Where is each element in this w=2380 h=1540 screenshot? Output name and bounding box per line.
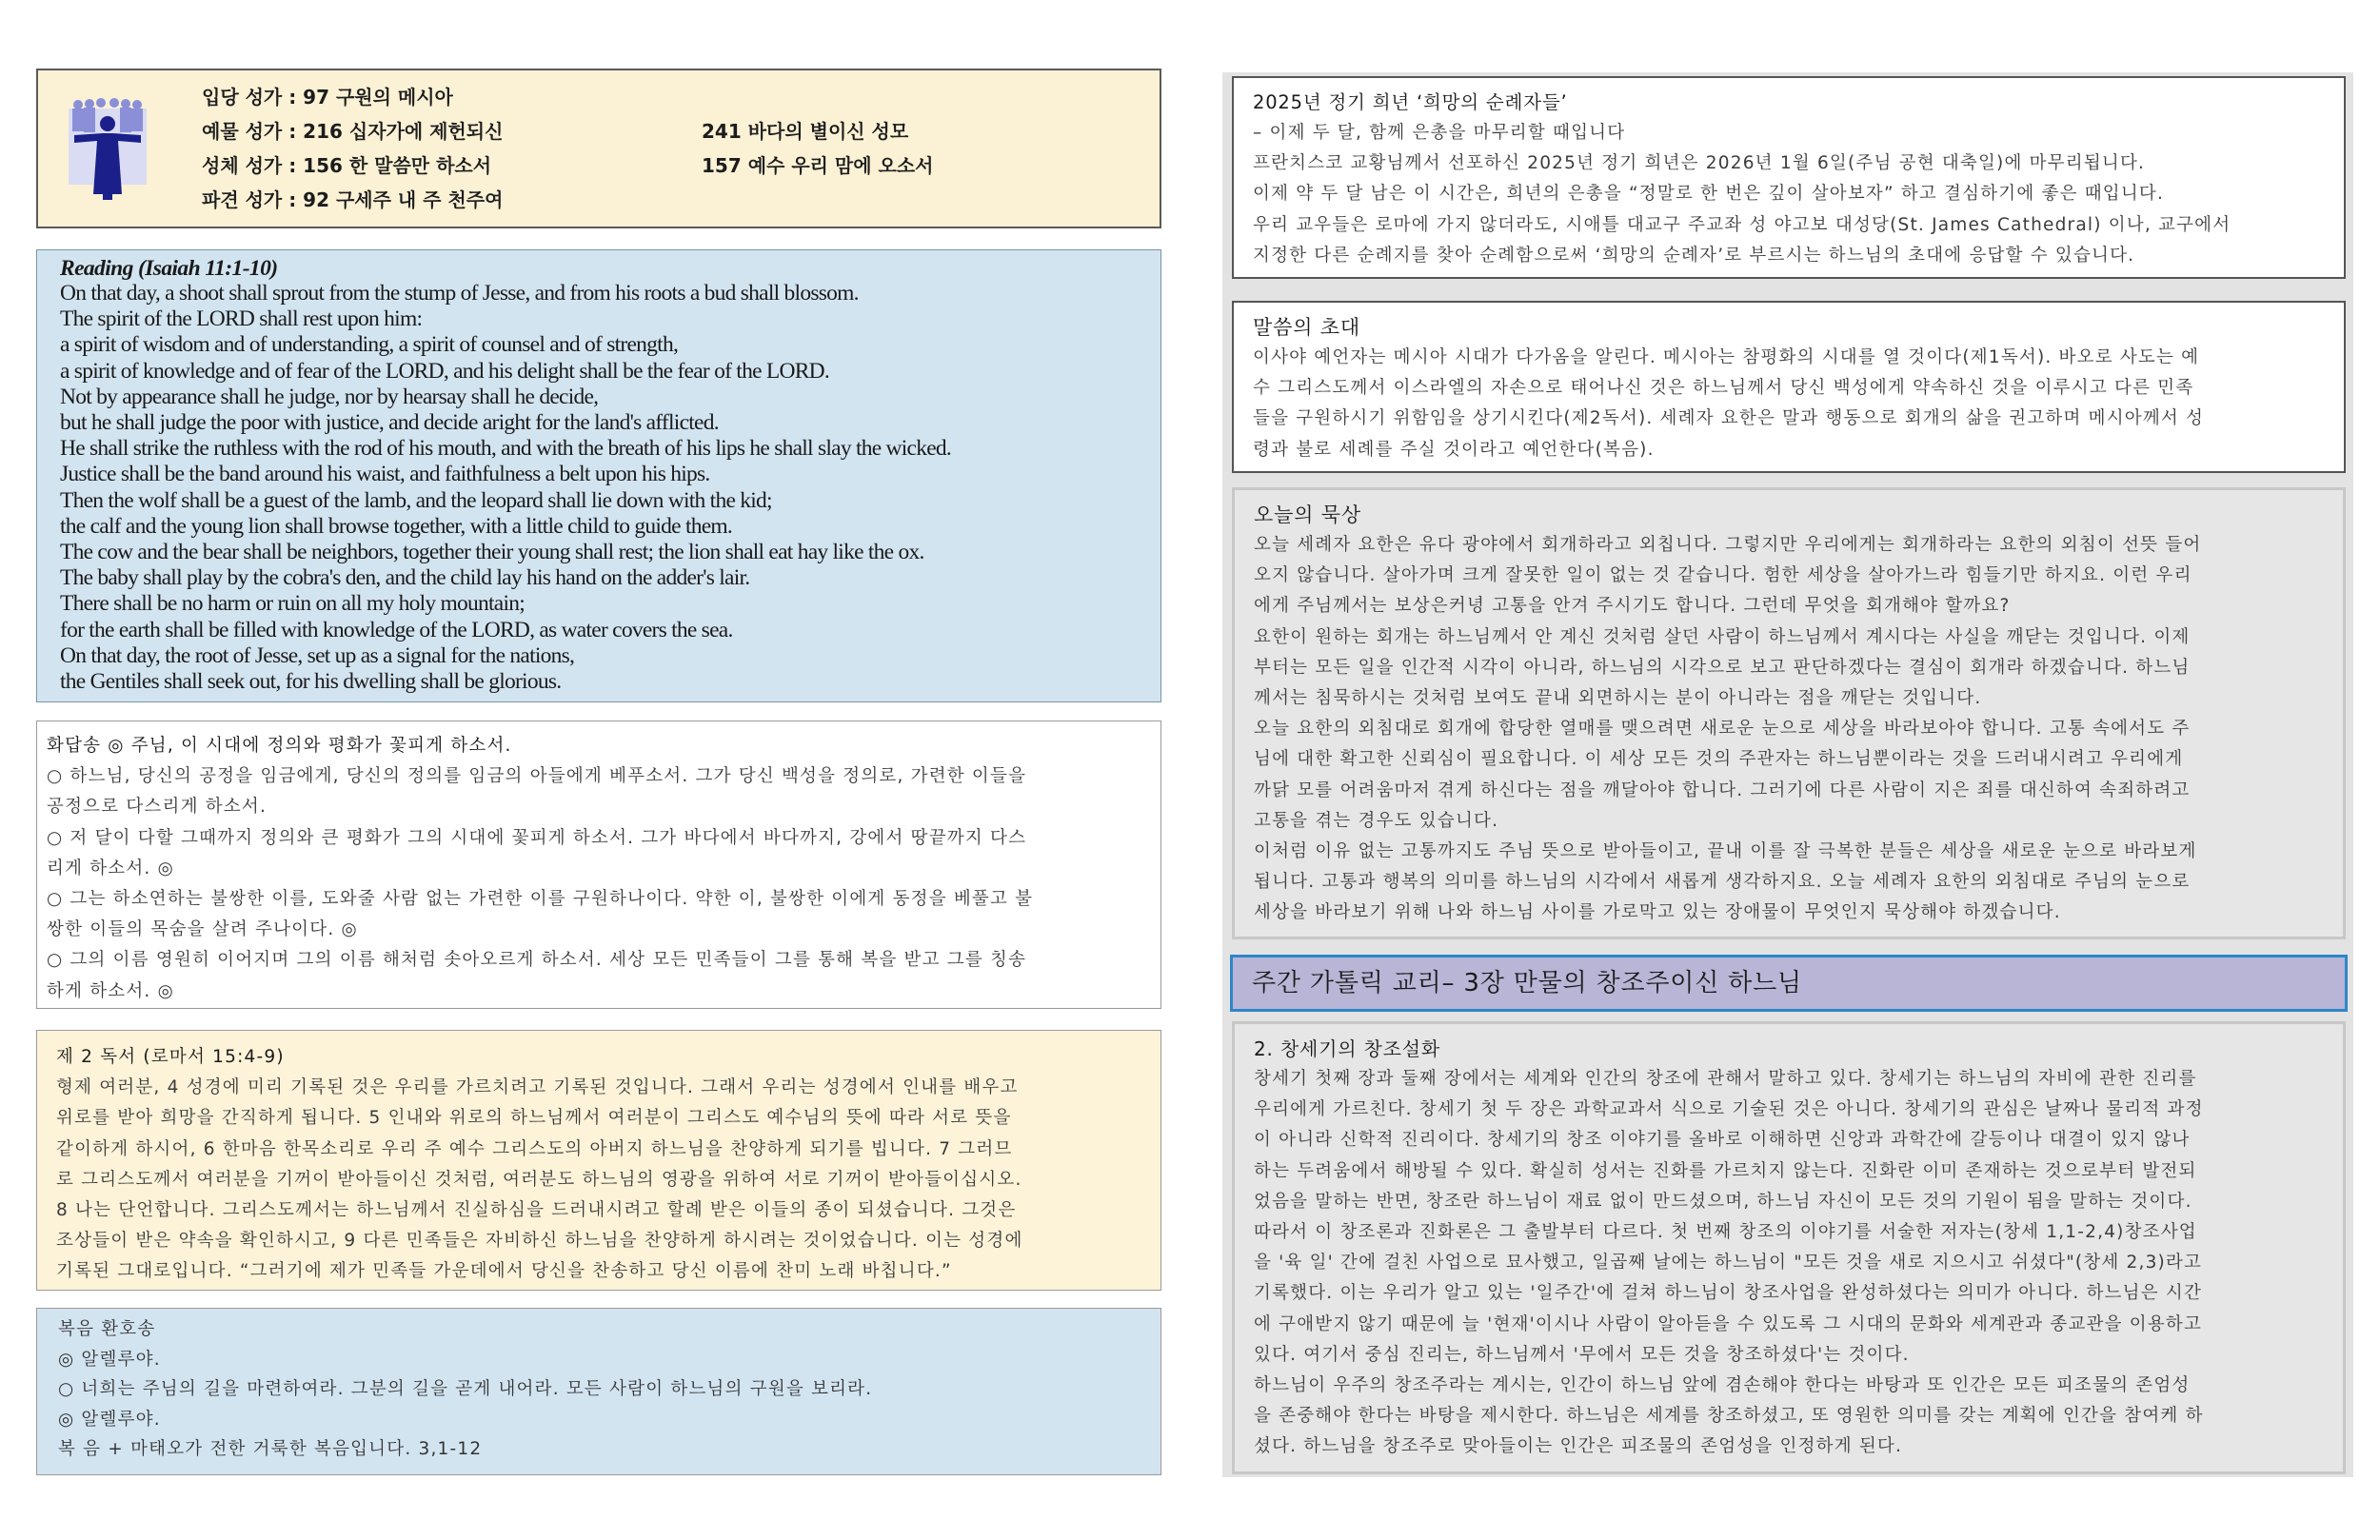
genesis-line: 셨다. 하느님을 창조주로 맞아들이는 인간은 피조물의 존엄성을 인정하게 된다. [1254,1436,1903,1457]
first-reading-box [36,249,1161,702]
catechism-title: 주간 가톨릭 교리– 3장 만물의 창조주이신 하느님 [1252,969,1802,997]
psalm-line: ○ 그는 하소연하는 불쌍한 이를, 도와줄 사람 없는 가련한 이를 구원하나이다. 약한 이, 불쌍한 이에게 동정을 베풀고 불 [47,889,1034,910]
meditation-line: 요한이 원하는 회개는 하느님께서 안 계신 것처럼 살던 사람이 하느님께서 계시다는 사실을 깨닫는 것입니다. 이제 [1254,626,2191,647]
reading-line: The baby shall play by the cobra's den, and the child lay his hand on the adder's lair. [60,565,750,591]
psalm-title: 화답송 ◎ 주님, 이 시대에 정의와 평화가 꽃피게 하소서. [47,736,512,756]
meditation-line: 에게 주님께서는 보상은커녕 고통을 안겨 주시기도 합니다. 그런데 무엇을 회개해야 할까요? [1254,596,2011,617]
jubilee-box [1232,76,2346,279]
invitation-line: 들을 구원하시기 위함임을 상기시킨다(제2독서). 세례자 요한은 말과 행동으로 회개의 삶을 권고하며 메시아께서 성 [1253,408,2205,429]
genesis-line: 이 아니라 신학적 진리이다. 창세기의 창조 이야기를 올바로 이해하면 신앙과 과학간에 갈등이나 대결이 있지 않나 [1254,1130,2191,1151]
meditation-box [1232,487,2346,939]
catechism-banner [1230,955,2348,1012]
reading-line: Then the wolf shall be a guest of the lamb, and the leopard shall lie down with the kid; [60,487,772,513]
offertory-hymn: 예물 성가 : 216 십자가에 제헌되신 [202,120,504,143]
meditation-title: 오늘의 묵상 [1254,503,1361,526]
gospel-line: 복 음 + 마태오가 전한 거룩한 복음입니다. 3,1-12 [58,1439,483,1459]
psalm-line: ○ 그의 이름 영원히 이어지며 그의 이름 해처럼 솟아오르게 하소서. 세상 모든 민족들이 그를 통해 복을 받고 그를 칭송 [47,950,1027,971]
genesis-line: 하느님이 우주의 창조주라는 계시는, 인간이 하느님 앞에 겸손해야 한다는 바탕과 또 인간은 모든 피조물의 존엄성 [1254,1375,2191,1396]
hymns-box [36,69,1161,228]
second-reading-line: 위로를 받아 희망을 간직하게 됩니다. 5 인내와 위로의 하느님께서 여러분이 그리스도 예수님의 뜻에 따라 서로 뜻을 [56,1108,1012,1129]
genesis-line: 창세기 첫째 장과 둘째 장에서는 세계와 인간의 창조에 관해서 말하고 있다. 창세기는 하느님의 자비에 관한 진리를 [1254,1069,2197,1089]
second-reading-line: 조상들이 받은 약속을 확인하시고, 9 다른 민족들은 자비하신 하느님을 찬양하게 하시려는 것이었습니다. 이는 성경에 [56,1231,1023,1252]
jubilee-line: – 이제 두 달, 함께 은총을 마무리할 때입니다 [1253,123,1626,143]
genesis-title: 2. 창세기의 창조설화 [1254,1037,1440,1060]
jubilee-line: 이제 약 두 달 남은 이 시간은, 희년의 은총을 “정말로 한 번은 깊이 살아보자” 하고 결심하기에 좋은 때입니다. [1253,184,2165,205]
reading-line: a spirit of wisdom and of understanding, a spirit of counsel and of strength, [60,332,679,358]
second-reading-line: 같이하게 하시어, 6 한마음 한목소리로 우리 주 예수 그리스도의 아버지 하느님을 찬양하게 되기를 빕니다. 7 그러므 [56,1138,1013,1159]
meditation-line: 님에 대한 확고한 신뢰심이 필요합니다. 이 세상 모든 것의 주관자는 하느님뿐이라는 것을 드러내시려고 우리에게 [1254,749,2184,770]
meditation-line: 오지 않습니다. 살아가며 크게 잘못한 일이 없는 것 같습니다. 험한 세상을 살아가느라 힘들기만 하지요. 이런 우리 [1254,565,2192,586]
psalm-line: 공정으로 다스리게 하소서. [47,797,268,818]
gospel-line: 복음 환호송 [58,1319,156,1339]
genesis-line: 우리에게 가르친다. 창세기 첫 두 장은 과학교과서 식으로 기술된 것은 아니다. 창세기의 관심은 날짜나 물리적 과정 [1254,1099,2204,1120]
meditation-line: 까닭 모를 어려움마저 겪게 하신다는 점을 깨달아야 합니다. 그러기에 다른 사람이 지은 죄를 대신하여 속죄하려고 [1254,780,2191,800]
genesis-line: 었음을 말하는 반면, 창조란 하느님이 재료 없이 만드셨으며, 하느님 자신이 모든 것의 기원이 됨을 말하는 것이다. [1254,1191,2192,1212]
meditation-line: 됩니다. 고통과 행복의 의미를 하느님의 시각에서 새롭게 생각하지요. 오늘 세례자 요한의 외침대로 주님의 눈으로 [1254,872,2191,893]
reading-line: The spirit of the LORD shall rest upon him: [60,306,423,332]
genesis-line: 하는 두려움에서 해방될 수 있다. 확실히 성서는 진화를 가르치지 않는다. 진화란 이미 존재하는 것으로부터 발전되 [1254,1160,2197,1181]
genesis-line: 을 존중해야 한다는 바탕을 제시한다. 하느님은 세계를 창조하셨고, 또 영원한 의미를 갖는 계획에 인간을 참여케 하 [1254,1406,2204,1427]
reading-line: He shall strike the ruthless with the rod of his mouth, and with the breath of his lips he shall slay the wicked. [60,436,952,462]
reading-line: On that day, a shoot shall sprout from the stump of Jesse, and from his roots a bud shall blossom. [60,281,859,306]
invitation-line: 수 그리스도께서 이스라엘의 자손으로 태어나신 것은 하느님께서 당신 백성에게 약속하신 것을 이루시고 다른 민족 [1253,378,2194,399]
gospel-acclamation-box [36,1308,1161,1475]
second-reading-line: 8 나는 단언합니다. 그리스도께서는 하느님께서 진실하심을 드러내시려고 할례 받은 이들의 종이 되셨습니다. 그것은 [56,1200,1017,1221]
gospel-line: ◎ 알렐루야. [58,1409,161,1430]
meditation-line: 오늘 요한의 외침대로 회개에 합당한 열매를 맺으려면 새로운 눈으로 세상을 바라보아야 합니다. 고통 속에서도 주 [1254,719,2191,740]
offertory-hymn-alt: 241 바다의 별이신 성모 [702,120,909,143]
gospel-line: ◎ 알렐루야. [58,1349,161,1370]
second-reading-title: 제 2 독서 (로마서 15:4-9) [56,1047,285,1067]
responsorial-psalm-box [36,721,1161,1009]
entrance-hymn: 입당 성가 : 97 구원의 메시아 [202,86,453,109]
genesis-line: 을 '육 일' 간에 걸친 사업으로 묘사했고, 일곱째 날에는 하느님이 "모든 것을 새로 지으시고 쉬셨다"(창세 2,3)라고 [1254,1253,2203,1273]
communion-hymn: 성체 성가 : 156 한 말씀만 하소서 [202,154,492,177]
meditation-line: 께서는 침묵하시는 것처럼 보여도 끝내 외면하시는 분이 아니라는 점을 깨닫는 것입니다. [1254,688,1982,709]
second-reading-line: 기록된 그대로입니다. “그러기에 제가 민족들 가운데에서 당신을 찬송하고 당신 이름에 찬미 노래 바칩니다.” [56,1261,952,1282]
second-reading-line: 로 그리스도께서 여러분을 기꺼이 받아들이신 것처럼, 여러분도 하느님의 영광을 위하여 서로 기꺼이 받아들이십시오. [56,1169,1022,1190]
genesis-line: 에 구애받지 않기 때문에 늘 '현재'이시나 사람이 알아듣을 수 있도록 그 시대의 문화와 세계관과 종교관을 이용하고 [1254,1313,2203,1334]
reading-line: The cow and the bear shall be neighbors, together their young shall rest; the lion shall eat hay like the ox. [60,540,924,565]
psalm-line: 하게 하소서. ◎ [47,980,174,1001]
meditation-line: 부터는 모든 일을 인간적 시각이 아니라, 하느님의 시각으로 보고 판단하겠다는 결심이 회개라 하겠습니다. 하느님 [1254,657,2191,678]
genesis-line: 있다. 여기서 중심 진리는, 하느님께서 '무에서 모든 것을 창조하셨다'는 것이다. [1254,1344,1910,1365]
genesis-creation-box [1232,1021,2346,1474]
reading-line: for the earth shall be filled with knowledge of the LORD, as water covers the sea. [60,617,733,642]
word-invitation-box [1232,301,2346,473]
second-reading-line: 형제 여러분, 4 성경에 미리 기록된 것은 우리를 가르치려고 기록된 것입니다. 그래서 우리는 성경에서 인내를 배우고 [56,1077,1019,1098]
meditation-line: 오늘 세례자 요한은 유다 광야에서 회개하라고 외칩니다. 그렇지만 우리에게는 회개하라는 요한의 외침이 선뜻 들어 [1254,535,2202,555]
invitation-line: 이사야 예언자는 메시아 시대가 다가옴을 알린다. 메시아는 참평화의 시대를 열 것이다(제1독서). 바오로 사도는 예 [1253,347,2200,367]
psalm-line: ○ 하느님, 당신의 공정을 임금에게, 당신의 정의를 임금의 아들에게 베푸소서. 그가 당신 백성을 정의로, 가련한 이들을 [47,766,1027,787]
meditation-line: 이처럼 이유 없는 고통까지도 주님 뜻으로 받아들이고, 끝내 이를 잘 극복한 분들은 세상을 새로운 눈으로 바라보게 [1254,841,2197,862]
gospel-line: ○ 너희는 주님의 길을 마련하여라. 그분의 길을 곧게 내어라. 모든 사람이 하느님의 구원을 보리라. [58,1379,873,1399]
choir-priest-icon [65,95,150,202]
communion-hymn-alt: 157 예수 우리 맘에 오소서 [702,154,934,177]
reading-line: but he shall judge the poor with justice, and decide aright for the land's afflicted. [60,410,719,436]
recessional-hymn: 파견 성가 : 92 구세주 내 주 천주여 [202,188,504,211]
genesis-line: 기록했다. 이는 우리가 알고 있는 '일주간'에 걸쳐 하느님이 창조사업을 완성하셨다는 의미가 아니다. 하느님은 시간 [1254,1283,2203,1304]
psalm-line: 리게 하소서. ◎ [47,858,174,879]
reading-line: the Gentiles shall seek out, for his dwelling shall be glorious. [60,669,562,695]
reading-line: the calf and the young lion shall browse together, with a little child to guide them. [60,513,733,539]
meditation-line: 고통을 겪는 경우도 있습니다. [1254,810,1499,831]
second-reading-box [36,1030,1161,1291]
reading-line: a spirit of knowledge and of fear of the LORD, and his delight shall be the fear of the LORD. [60,358,829,384]
jubilee-title: 2025년 정기 희년 ‘희망의 순례자들’ [1253,91,1568,113]
meditation-line: 세상을 바라보기 위해 나와 하느님 사이를 가로막고 있는 장애물이 무엇인지 묵상해야 하겠습니다. [1254,902,2061,923]
reading-title: Reading (Isaiah 11:1-10) [60,256,278,281]
psalm-line: ○ 저 달이 다할 그때까지 정의와 큰 평화가 그의 시대에 꽃피게 하소서. 그가 바다에서 바다까지, 강에서 땅끝까지 다스 [47,827,1027,848]
invitation-title: 말씀의 초대 [1253,316,1360,339]
reading-line: On that day, the root of Jesse, set up as a signal for the nations, [60,642,575,668]
psalm-line: 쌍한 이들의 목숨을 살려 주나이다. ◎ [47,919,358,940]
jubilee-line: 지정한 다른 순례지를 찾아 순례함으로써 ‘희망의 순례자’로 부르시는 하느님의 초대에 응답할 수 있습니다. [1253,245,2135,266]
reading-line: There shall be no harm or ruin on all my holy mountain; [60,591,526,617]
genesis-line: 따라서 이 창조론과 진화론은 그 출발부터 다르다. 첫 번째 창조의 이야기를 서술한 저자는(창세 1,1-2,4)창조사업 [1254,1222,2197,1243]
jubilee-line: 우리 교우들은 로마에 가지 않더라도, 시애틀 대교구 주교좌 성 야고보 대성당(St. James Cathedral) 이나, 교구에서 [1253,214,2231,235]
reading-line: Not by appearance shall he judge, nor by hearsay shall he decide, [60,384,599,409]
invitation-line: 령과 불로 세례를 주실 것이라고 예언한다(복음). [1253,439,1655,460]
jubilee-line: 프란치스코 교황님께서 선포하신 2025년 정기 희년은 2026년 1월 6일(주님 공현 대축일)에 마무리됩니다. [1253,153,2146,174]
reading-line: Justice shall be the band around his waist, and faithfulness a belt upon his hips. [60,462,710,487]
